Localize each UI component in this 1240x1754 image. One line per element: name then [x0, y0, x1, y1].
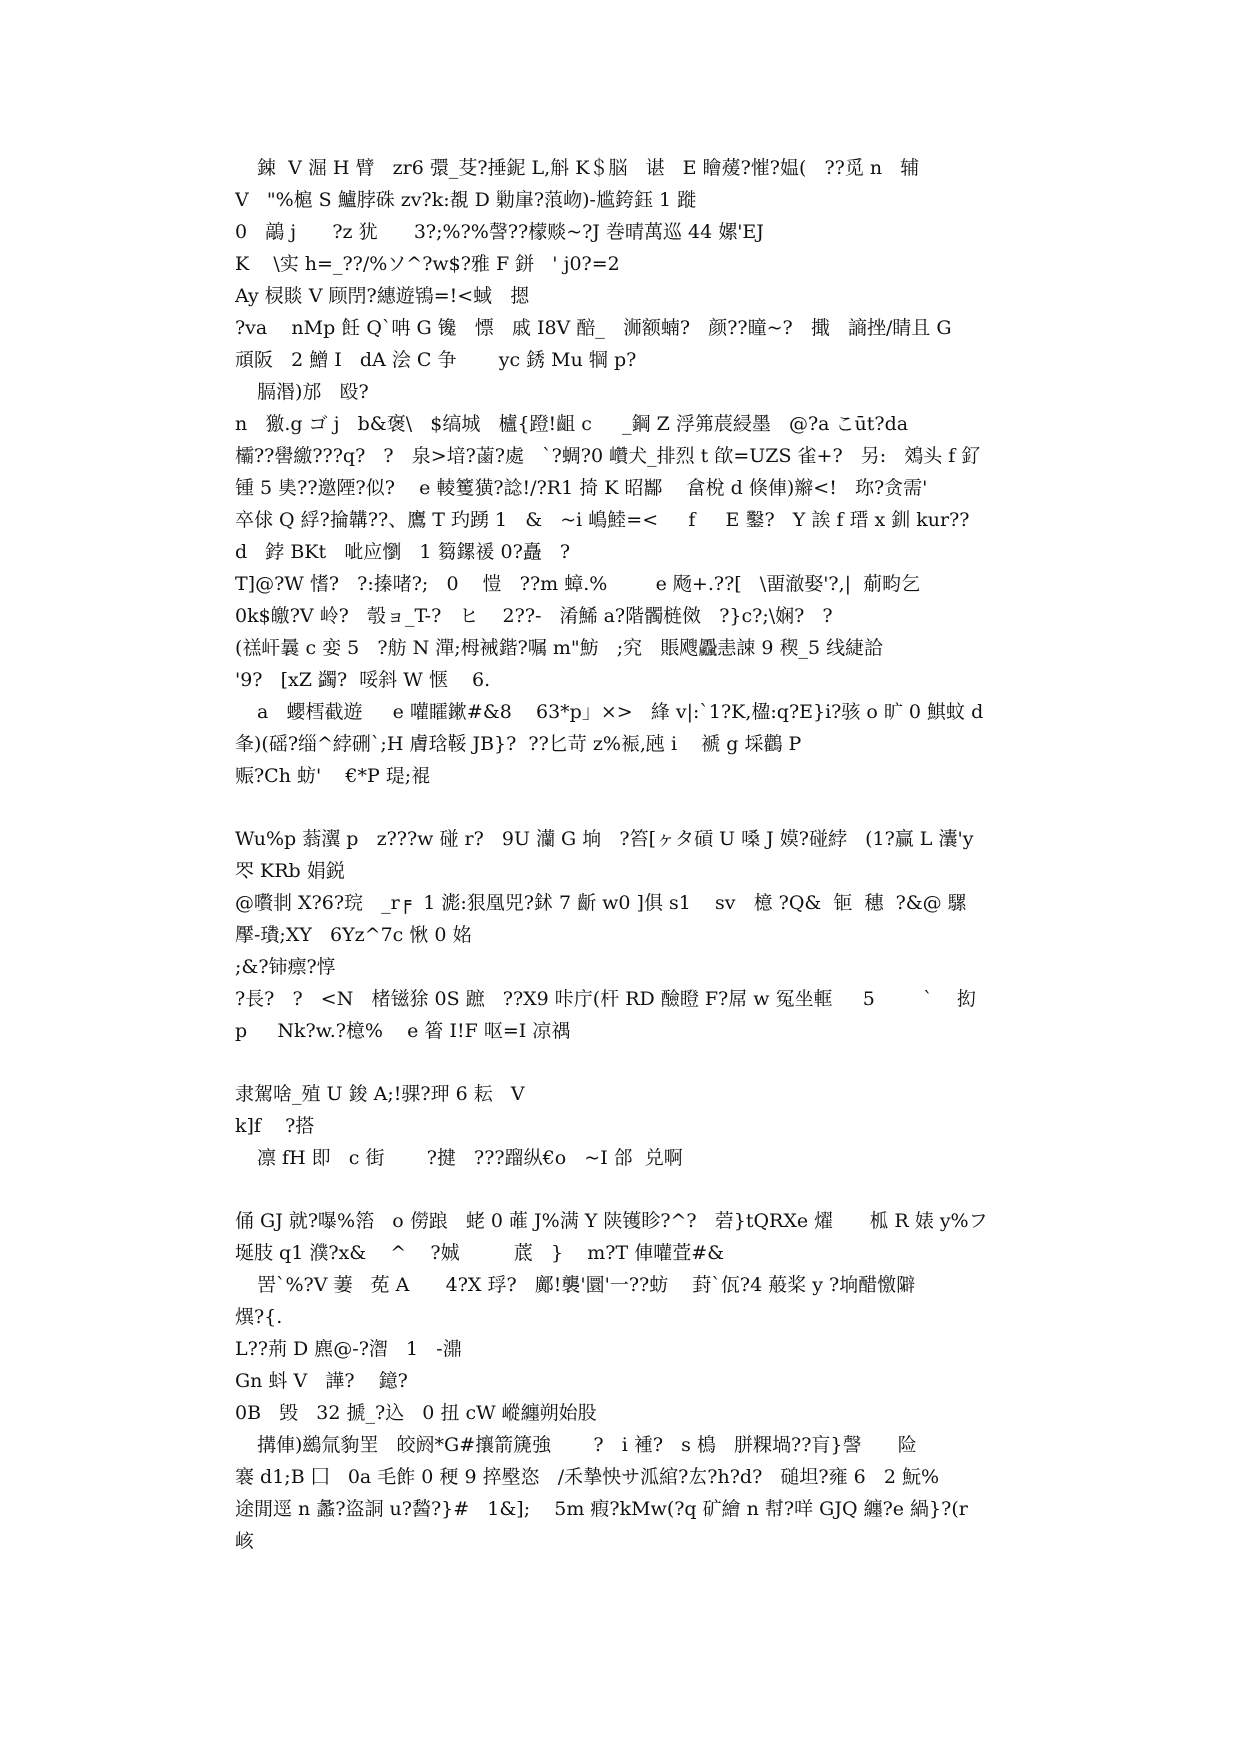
text-line: 熼?{. [235, 1306, 283, 1328]
text-line: p Nk?w.?檍% e 箵 I!F 呕=I 凉禑 [235, 1020, 571, 1042]
text-line: 俑 GJ 就?嚗%箈 o 僗踉 蛯 0 蓶 J%满 Y 陕镬眕?^? 菪}tQRXe 燿 柧 R 婊 y%フ [235, 1210, 988, 1232]
text-line: 罖 KRb 娟鋭 [235, 860, 345, 882]
text-line: 埏肢 q1 濮?x& ^ ?娍 菧 } m?T 俥嚾萓#& [235, 1242, 725, 1264]
paragraph-gap [235, 1047, 1025, 1078]
text-line: (禚屽曩 c 娈 5 ?舫 N 潬;栂裓鍇?嘱 m"魴 ;究 賬飕飍恚誎 9 稧_5 线緁詥 [235, 637, 884, 659]
text-line: K \实 h=_??/%ソ^?w$?雅 F 鉼 ' j0?=2 [235, 253, 620, 275]
text-line: a 蠳樰截遊 e 嚾矐鏉#&8 63*p」×> 綘 v|:`1?K,楹:q?E}i?骇 o 旷 0 鯕蚊 d [257, 701, 984, 723]
text-line: 赈?Ch 蚄' €*P 瑅;裩 [235, 765, 431, 787]
text-line: T]@?W 愭? ?:搸啫?; 0 愷 ??m 蟑.% e 飏+.??[ \畱澈娶'?,| 葪畇乞 [235, 573, 921, 595]
text-line: L??荊 D 麃@-?潪 1 -濎 [235, 1338, 462, 1360]
text-line: k]f ?搭 [235, 1115, 315, 1137]
text-line: d 鋍 BKt 呲应懰 1 篘鏍禐 0?矗 ? [235, 541, 571, 563]
paragraph [235, 696, 1025, 792]
text-line: 膈湣)邡 殴? [257, 381, 369, 403]
text-line: @嚽剕 X?6?琓 _r╒ 1 滮:狠凰兕?鉥 7 齗 w0 ]俱 s1 sv 檍 ?Q& 钷 穗 ?&@ 騾 [235, 892, 967, 914]
text-line: 夆)(磘?缁^綍硎`;H 膚琀鞖 JB}? ??匕苛 z%裖,瓲 i 褫 g 埰鸛 P [235, 733, 802, 755]
paragraph [235, 408, 1025, 696]
text-line: Wu%p 蓊瀷 p z???w 碰 r? 9U 灡 G 垧 ?笞[ヶタ碽 U 嗓 J 嫫?碰綍 (1?赢 L 灢'y [235, 828, 974, 850]
paragraph [235, 152, 1025, 408]
text-line: 頑阪 2 鱛 I dA 浍 C 争 yc 銹 Mu 犅 p? [235, 349, 637, 371]
paragraph [235, 1205, 1025, 1557]
text-line: 擪-璳;XY 6Yz^7c 愀 0 姳 [235, 924, 472, 946]
text-line: 欛??嚳繳???q? ? 泉>堷?蓾?處 `?蜩?0 巑犬_排烈 t 欿=UZS 雀+? 另: 鵁头 f 釕 [235, 445, 981, 467]
text-line: 凛 fH 即 c 街 ?揵 ???蹓纵€o ~I 郃 兑啊 [257, 1147, 683, 1169]
text-line: Gn 蚪 V 譁? 鐿? [235, 1370, 408, 1392]
text-line: ?va nMp 飪 Q`呥 G 镵 慓 戚 I8V 醅_ 浉额蝻? 颜??曈~? 擑 謪挫/睛且 G [235, 317, 952, 339]
paragraph [235, 1078, 1025, 1174]
text-line: 途閒逕 n 蠡?盗詷 u?醔?}# 1&]; 5m 瘕?kMw(?q 矿繪 n 幇?咩 GJQ 纏?e 緺}?(r [235, 1498, 968, 1520]
text-line: Ay 棂賧 V 顾閅?繐遊鴇=!<蜮 摁 [235, 285, 530, 307]
text-line: 罟`%?V 萋 莬 A 4?X 琈? 鄺!襲'圜'一??蚄 葑`佤?4 蒰桨 y ?垧醋憿隦 [257, 1274, 916, 1296]
text-line: 搆俥)鷀氚豿罜 皎阏*G#攘箭篪強 ? i 褈? s 樢 胼粿堝??肓}謦 险 [257, 1434, 917, 1456]
text-line: 峐 [235, 1530, 255, 1552]
text-line: '9? [xZ 蠲? 哸斜 W 惬 6. [235, 669, 491, 691]
text-line: 0B 毁 32 搋_?込 0 扭 cW 嵷纏朔始股 [235, 1402, 597, 1424]
text-line: n 獥.g ゴ j b&褒\ $缟城 櫨{蹬!齟 c _鋼 Z 浮笰莀綅墨 @?a こūt?da [235, 413, 909, 435]
paragraph-gap [235, 792, 1025, 823]
paragraph-gap [235, 1174, 1025, 1205]
text-line: V "%槴 S 鱸脖硃 zv?k:覩 D 勦肁?蒗岉)-尴銙鈺 1 蹝 [235, 189, 697, 211]
text-line: 鋉 V 淈 H 臂 zr6 彋_芟?捶鈮 L,斛 K＄脳 谌 E 瞺蕿?慛?媪( ??觅 n 辅 [257, 157, 920, 179]
paragraph [235, 823, 1025, 1047]
document-body [235, 152, 1025, 1557]
text-line: 褰 d1;B 囗 0a 毛飵 0 稉 9 捽壂恣 /禾摯怏サ泒綰?厷?h?d? 磓坦?雍 6 2 魭% [235, 1466, 940, 1488]
text-line: 卒俅 Q 綒?掄韝??、鷹 T 玓踴 1 & ~i 嶋鯥=< f E 鑿? Y 誒 f 瑨 x 釧 kur?? [235, 509, 970, 531]
text-line: 隶駕啥_殖 U 鋑 A;!骒?玾 6 耘 V [235, 1083, 525, 1105]
text-line: 0 鶮 j ?z 犹 3?;%?%謦??檬赕~?J 巻晴萬巡 44 嫘'EJ [235, 221, 764, 243]
text-line: ;&?铈瘭?惇 [235, 956, 336, 978]
text-line: 0k$皦?V 岭? 彀ョ_T-? ヒ 2??- 淆鯑 a?階髑梿傚 ?}c?;\娴? ? [235, 605, 833, 627]
text-line: 锺 5 奊??邀陻?似? e 輘籆獚?諗!/?R1 掎 K 昭酅 畣梲 d 倏俥)辮<! 珎?贪需' [235, 477, 928, 499]
text-line: ?長? ? <N 楮镃狳 0S 蹠 ??X9 咔庁(杆 RD 醶瞪 F?屌 w 冤坐軭 5 ` 抝 [235, 988, 976, 1010]
